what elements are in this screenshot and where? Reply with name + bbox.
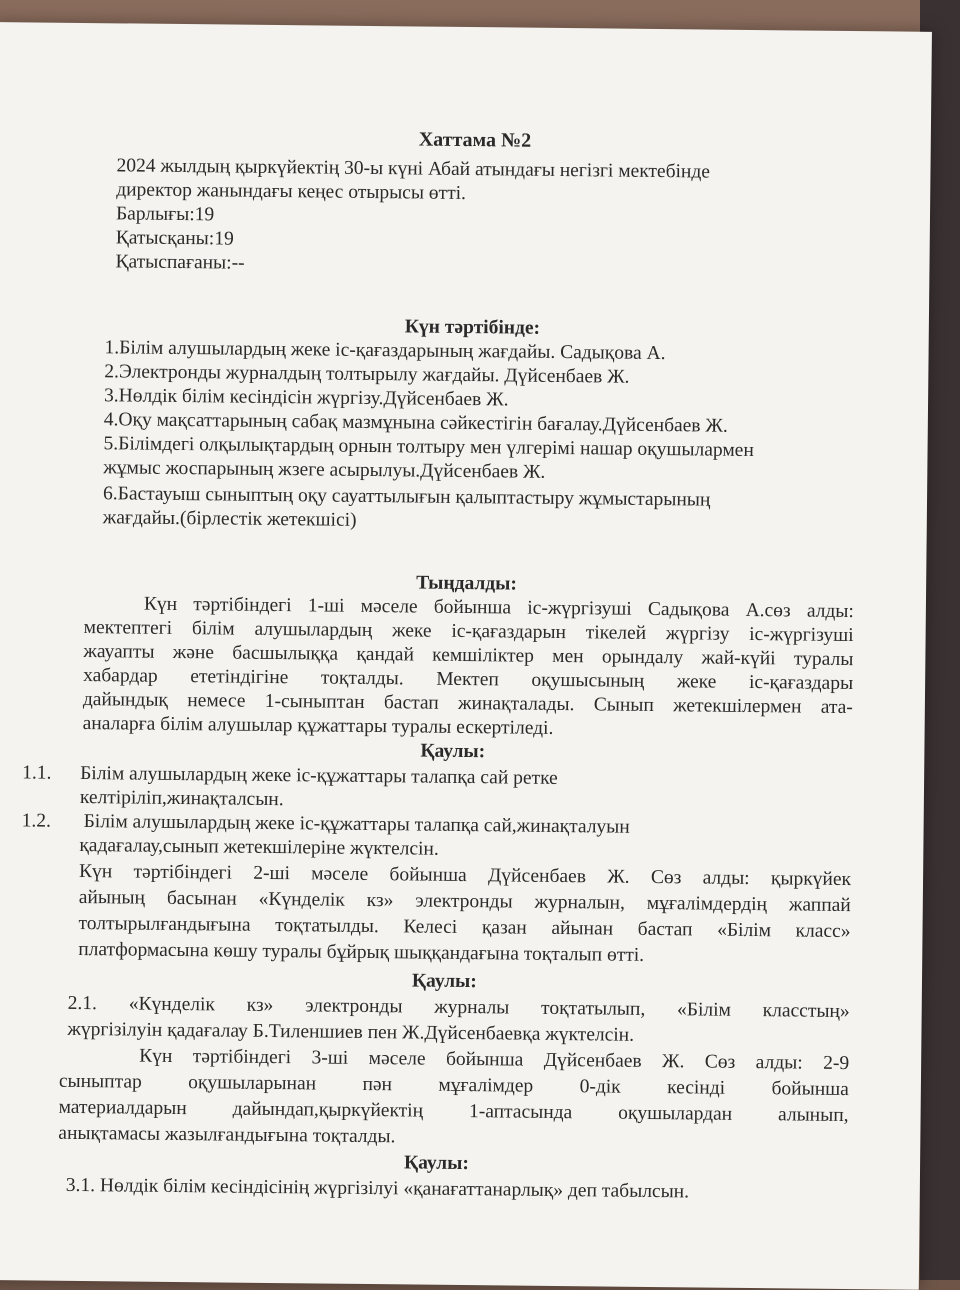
listened-line: дайындық немесе 1-сыныптан бастап жинақталады. Сынып жетекшілермен ата- — [82, 689, 853, 719]
decision1-item-line: келтіріліп,жинақталсын. — [79, 786, 284, 811]
decision2-line: жүргізілуін қадағалау Б.Тиленшиев пен Ж.Дүйсенбаевқа жүктелсін. — [67, 1018, 635, 1046]
attendance-present: Қатысқаны:19 — [115, 227, 234, 250]
agenda-heading: Күн тәртібінде: — [404, 316, 541, 339]
intro-line: директор жанындағы кеңес отырысы өтті. — [116, 179, 467, 204]
decision1-item-number: 1.1. — [22, 762, 52, 784]
decision3-heading: Қаулы: — [403, 1152, 470, 1175]
listened-line: мектептегі білім алушылардың жеке іс-қағаздарын тікелей жүргізу іс-жүргізуші — [83, 617, 854, 647]
agenda-line: 6.Бастауыш сыныптың оқу сауаттылығын қалыптастыру жұмыстарының — [102, 483, 711, 511]
decision2-line: 2.1. «Күнделік кз» электронды журналы тоқтатылып, «Білім класстың» — [67, 992, 850, 1023]
decision1-heading: Қаулы: — [420, 740, 486, 763]
item3-line: Күн тәртібіндегі 3-ші мәселе бойынша Дүйсенбаев Ж. Сөз алды: 2-9 — [139, 1045, 850, 1075]
agenda-line: 5.Білімдегі олқылықтардың орнын толтыру мен үлгерімі нашар оқушылармен — [103, 433, 754, 462]
listened-line: жауапты және басшылыққа қандай кемшіліктер мен орындалу жай-күйі туралы — [83, 641, 854, 671]
decision1-item-line: қадағалау,сынып жетекшілеріне жүктелсін. — [79, 834, 439, 860]
paper-sheet — [0, 22, 932, 1290]
agenda-line: жұмыс жоспарының жзеге асырылуы.Дүйсенбаев Ж. — [103, 457, 546, 483]
agenda-line: 2.Электронды журналдың толтырылу жағдайы. Дүйсенбаев Ж. — [104, 361, 630, 388]
agenda-line: жағдайы.(бірлестік жетекшісі) — [102, 507, 357, 531]
listened-line: хабардар ететіндігіне тоқталды. Мектеп оқушысының жеке іс-қағаздары — [83, 665, 854, 695]
item2-line: толтырылғандығына тоқтатылды. Келесі қазан айынан бастап «Білім класс» — [78, 912, 851, 943]
intro-line: 2024 жылдың қыркүйектің 30-ы күні Абай атындағы негізгі мектебінде — [116, 155, 711, 183]
document-title: Хаттама №2 — [418, 128, 532, 152]
item3-line: сыныптар оқушыларынан пән мұғалімдер 0-дік кесінді бойынша — [58, 1070, 849, 1101]
attendance-total: Барлығы:19 — [115, 203, 215, 226]
listened-line: аналарға білім алушылар құжаттары туралы ескертіледі. — [82, 713, 554, 739]
decision2-heading: Қаулы: — [411, 970, 477, 993]
listened-heading: Тыңдалды: — [416, 572, 518, 595]
item2-line: айының басынан «Күнделік кз» электронды журналын, мұғалімдердің жаппай — [78, 886, 851, 917]
agenda-line: 1.Білім алушылардың жеке іс-қағаздарының жағдайы. Садықова А. — [104, 337, 666, 365]
item2-line: Күн тәртібіндегі 2-ші мәселе бойынша Дүйсенбаев Ж. Сөз алды: қыркүйек — [78, 860, 852, 891]
decision1-item-line: Білім алушылардың жеке іс-құжаттары талапқа сай,жинақталуын — [83, 811, 630, 838]
decision3-line: 3.1. Нөлдік білім кесіндісінің жүргізілуі «қанағаттанарлық» деп табылсын. — [65, 1174, 690, 1203]
agenda-line: 3.Нөлдік білім кесіндісін жүргізу.Дүйсенбаев Ж. — [103, 385, 509, 411]
item3-line: материалдарын дайындап,қыркүйектің 1-аптасында оқушылардан алынып, — [58, 1096, 849, 1127]
decision1-item-line: Білім алушылардың жеке іс-құжаттары талапқа сай ретке — [80, 762, 558, 789]
listened-line: Күн тәртібіндегі 1-ші мәселе бойынша іс-жүргізуші Садықова А.сөз алды: — [143, 593, 854, 623]
agenda-line: 4.Оқу мақсаттарының сабақ мазмұнына сәйкестігін бағалау.Дүйсенбаев Ж. — [103, 409, 728, 437]
decision1-item-number: 1.2. — [21, 810, 51, 832]
item2-line: платформасына көшу туралы бұйрық шыққандағына тоқталып өтті. — [78, 938, 645, 966]
item3-line: анықтамасы жазылғандығына тоқталды. — [58, 1122, 396, 1148]
attendance-absent: Қатыспағаны:-- — [115, 251, 245, 274]
